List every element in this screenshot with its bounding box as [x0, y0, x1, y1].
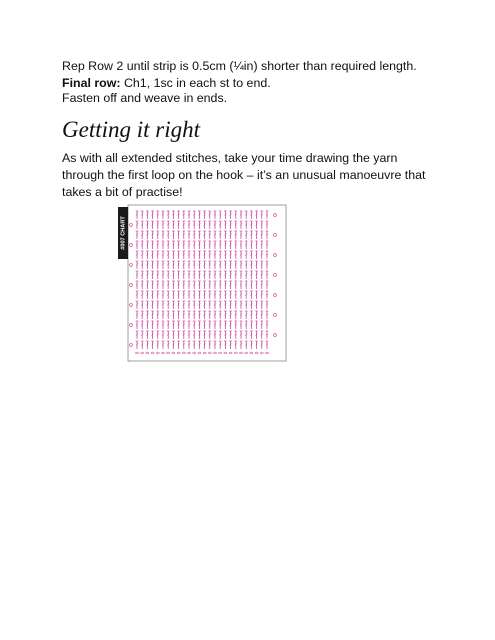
- crochet-chart: [117, 204, 287, 362]
- section-heading: Getting it right: [62, 117, 200, 142]
- fasten-off-paragraph: Fasten off and weave in ends.: [62, 91, 228, 105]
- rep-row-text: Rep Row 2 until strip is 0.5cm (¼in) shorter than required length.: [62, 59, 417, 73]
- chart-border: [128, 205, 286, 361]
- final-row-label: Final row:: [62, 76, 121, 90]
- final-row-text: Ch1, 1sc in each st to end.: [120, 76, 271, 90]
- instruction-paragraph: [62, 58, 442, 92]
- tip-paragraph: As with all extended stitches, take your time drawing the yarn through the first loop on the hook – it’s an unusual manoeuvre that takes a bit of practise!: [62, 151, 426, 199]
- chart-label: #007 CHART: [120, 216, 127, 250]
- crochet-chart-graphic: [117, 204, 287, 362]
